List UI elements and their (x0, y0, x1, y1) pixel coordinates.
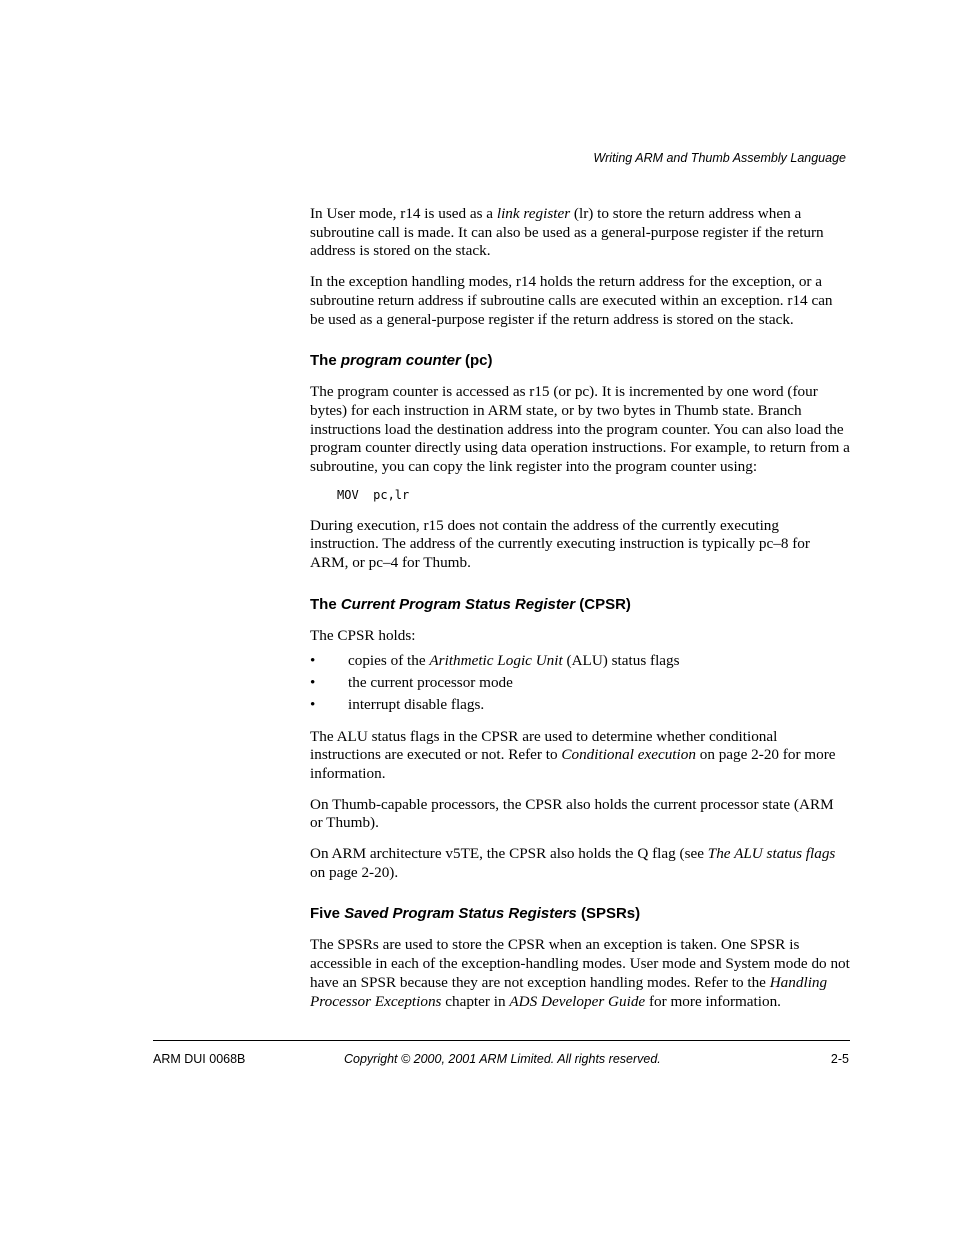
paragraph-program-counter: The program counter is accessed as r15 (or pc). It is incremented by one word (four bytes) for each instruction in ARM state, or by two bytes in Thumb state. Branch instructions load the destination address into the program counter. You can also load the program counter directly using data operation instructions. For example, to return from a subroutine, you can copy the link register into the program counter using: (310, 383, 850, 476)
bullet-icon: • (310, 673, 316, 691)
text-run: In User mode, r14 is used as a (310, 205, 497, 222)
heading-spsr (310, 905, 850, 923)
paragraph-exception-r14: In the exception handling modes, r14 holds the return address for the exception, or a subroutine return address if subroutine calls are executed within an exception. r14 can be used as a general-purpose register if the return address is stored on the stack. (310, 273, 833, 328)
list-item (310, 694, 850, 716)
text-run: (ALU) status flags (562, 651, 680, 669)
bullet-icon: • (310, 695, 316, 713)
running-header: Writing ARM and Thumb Assembly Language (593, 151, 846, 165)
text-run: on page 2-20 for more information. (310, 746, 836, 782)
code-example: MOV pc,lr (337, 487, 410, 502)
paragraph-r15-execution: During execution, r15 does not contain the address of the currently executing instruction. The address of the currently executing instruction is typically pc–8 for ARM, or pc–4 for Thumb. (310, 516, 810, 572)
cpsr-bullet-list (310, 650, 850, 716)
page-body (310, 205, 850, 1023)
heading-text: The (310, 595, 341, 613)
footer-copyright: Copyright © 2000, 2001 ARM Limited. All rights reserved. (344, 1052, 661, 1066)
text-run: on page 2-20). (310, 863, 399, 881)
heading-term: program counter (340, 352, 461, 370)
heading-text: The (310, 352, 341, 370)
list-item (310, 672, 850, 694)
cross-reference: Conditional execution (561, 746, 696, 764)
text-run: chapter in (441, 992, 510, 1010)
text-run: (lr) to store the return address when a subroutine call is made. It can also be used as a general-purpose register if the return address is stored on the stack. (310, 205, 824, 260)
text-run: The ALU status flags in the CPSR are used to determine whether conditional instructions are executed or not. Refer to (310, 727, 778, 764)
text-run: interrupt disable flags. (348, 695, 485, 713)
text-run: On ARM architecture v5TE, the CPSR also holds the Q flag (see (310, 845, 708, 863)
bullet-icon: • (310, 651, 316, 669)
paragraph-cpsr-holds: The CPSR holds: (310, 626, 416, 644)
cross-reference: Handling Processor Exceptions (310, 973, 828, 1010)
heading-program-counter (310, 352, 850, 370)
text-run: copies of the (348, 651, 430, 669)
paragraph-alu-flags (310, 728, 850, 784)
heading-text: (CPSR) (575, 595, 631, 613)
heading-term: Current Program Status Register (340, 595, 576, 613)
text-run: for more information. (645, 992, 781, 1010)
paragraph-spsr (310, 936, 850, 1011)
footer-rule (153, 1040, 850, 1041)
heading-text: (SPSRs) (576, 905, 641, 923)
text-run: The SPSRs are used to store the CPSR when an exception is taken. One SPSR is accessible in each of the exception-handling modes. User mode and System mode do not have an SPSR because they are not exception handling modes. Refer to the (310, 936, 850, 991)
text-run: the current processor mode (348, 673, 513, 691)
paragraph-thumb-state: On Thumb-capable processors, the CPSR also holds the current processor state (ARM or Thumb). (310, 795, 834, 832)
heading-text: Five (310, 905, 345, 923)
paragraph-q-flag (310, 845, 850, 882)
heading-cpsr (310, 596, 850, 614)
cross-reference: The ALU status flags (707, 845, 836, 863)
term-alu: Arithmetic Logic Unit (429, 651, 563, 669)
paragraph-link-register (310, 205, 850, 261)
term-link-register: link register (496, 205, 571, 222)
heading-term: Saved Program Status Registers (344, 905, 577, 923)
list-item (310, 650, 850, 672)
book-title: ADS Developer Guide (509, 992, 646, 1010)
footer-page-number: 2-5 (830, 1052, 849, 1066)
heading-text: (pc) (460, 352, 493, 370)
footer-doc-id: ARM DUI 0068B (153, 1052, 246, 1066)
